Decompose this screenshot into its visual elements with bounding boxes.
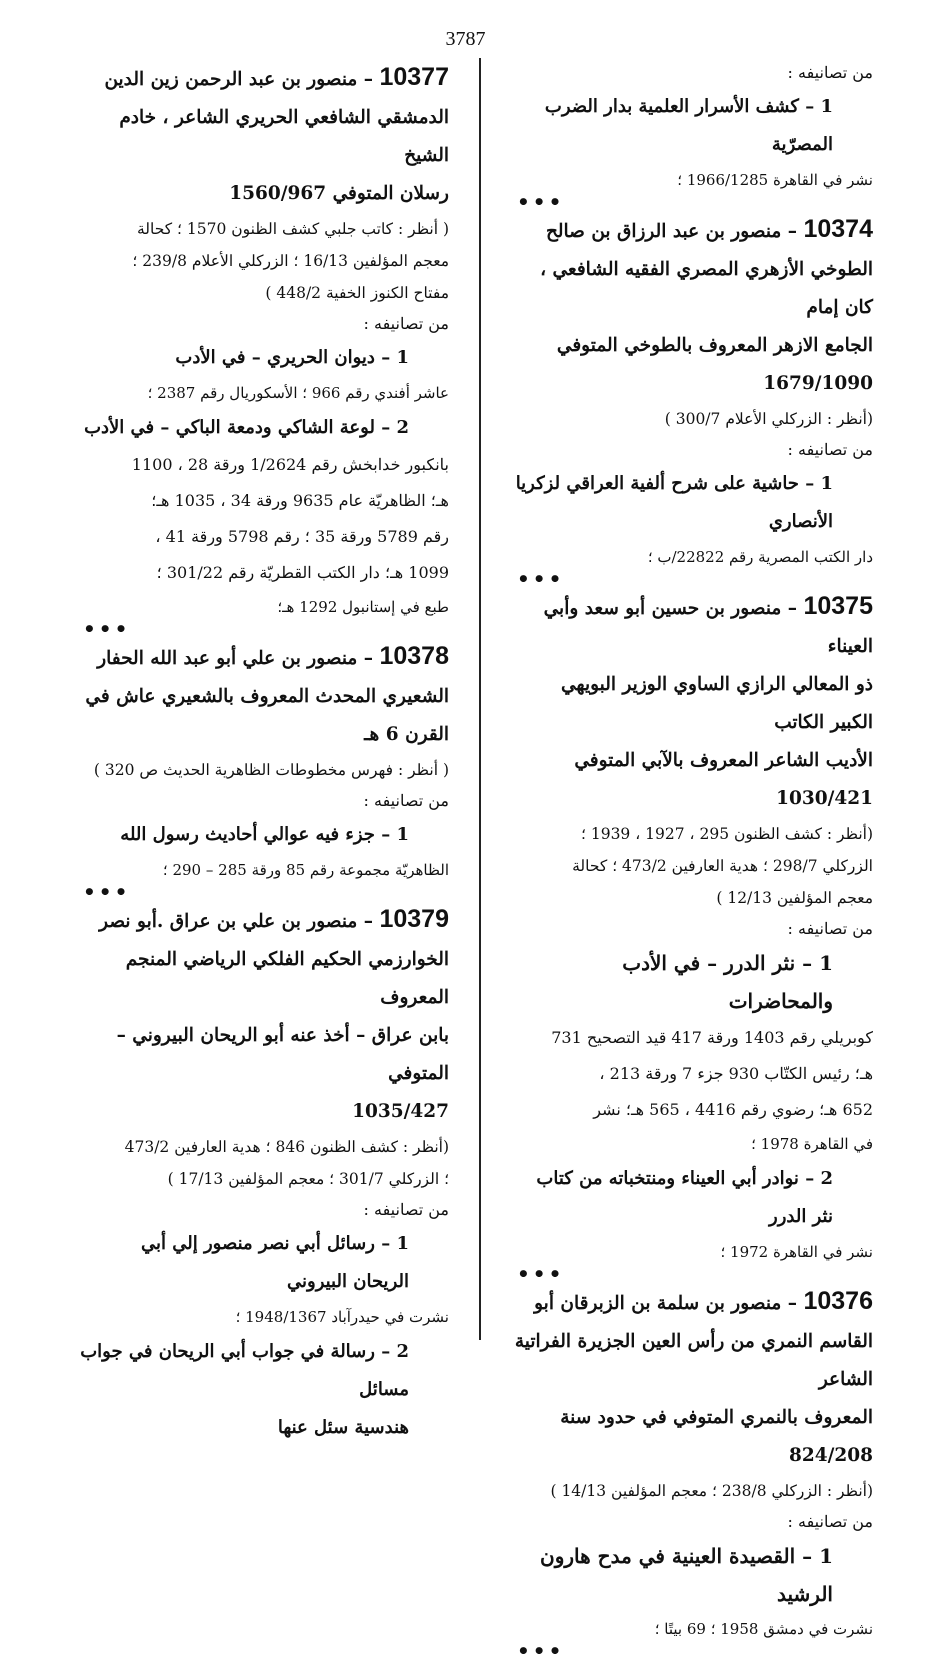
- entry-heading: [513, 1282, 873, 1323]
- entry-heading-line: الشعيري المحدث المعروف بالشعيري عاش في القرن 6 هـ: [85, 686, 449, 745]
- work-info: نشرت في حيدرآباد 1948/1367 ؛: [235, 1308, 449, 1326]
- entry-heading-line: المعروف بالنمري المتوفي في حدود سنة 824/208: [560, 1407, 873, 1466]
- entry-reference: ( أنظر : فهرس مخطوطات الظاهرية الحديث ص 320 ): [93, 761, 449, 779]
- entry-number: 10377: [379, 63, 449, 91]
- work-title: 2 – نوادر أبي العيناء ومنتخباته من كتاب نثر الدرر: [536, 1168, 833, 1227]
- entry-reference: (أنظر : الزركلي الأعلام 300/7 ): [664, 410, 873, 428]
- entry-reference: مفتاح الكنوز الخفية 448/2 ): [265, 284, 449, 302]
- works-label: من تصانيفه :: [787, 919, 873, 938]
- entry-10378: [79, 637, 449, 904]
- entry-heading-line: 1035/427: [352, 1101, 449, 1122]
- right-column: [513, 58, 873, 1663]
- separator-dots: •••: [83, 617, 131, 641]
- works-label: من تصانيفه :: [787, 440, 873, 459]
- work-info: دار الكتب المصرية رقم 22822/ب ؛: [647, 548, 873, 566]
- entry-heading-text: – منصور بن علي بن عراق .أبو نصر: [99, 911, 374, 932]
- entry-number: 10376: [803, 1287, 873, 1315]
- work-title: 1 – نثر الدرر – في الأدب والمحاضرات: [622, 951, 833, 1013]
- work-title: 1 – ديوان الحريري – في الأدب: [175, 347, 409, 368]
- column-divider: [479, 58, 481, 1340]
- entry-reference: ( أنظر : كاتب جلبي كشف الظنون 1570 ؛ كحالة: [136, 220, 449, 238]
- entry-reference: (أنظر : كشف الظنون 846 ؛ هدية العارفين 473/2: [124, 1138, 449, 1156]
- separator-dots: •••: [517, 567, 565, 591]
- entry-heading: [513, 210, 873, 251]
- work-info: بانكبور خدابخش رقم 1/2624 ورقة 28 ، 1100: [131, 455, 449, 474]
- entry-heading: [79, 637, 449, 678]
- entry-heading-line: بابن عراق – أخذ عنه أبو الريحان البيروني – المتوفي: [116, 1025, 449, 1084]
- entry-heading-line: القاسم النمري من رأس العين الجزيرة الفراتية الشاعر: [514, 1331, 873, 1390]
- separator-dots: •••: [83, 880, 131, 904]
- work-info: نشر في القاهرة 1972 ؛: [720, 1243, 873, 1261]
- work-info: نشرت في دمشق 1958 ؛ 69 بيتًا ؛: [654, 1620, 873, 1638]
- entry-heading-line: رسلان المتوفي 1560/967: [229, 183, 449, 204]
- entry-heading-text: – منصور بن سلمة بن الزبرقان أبو: [534, 1293, 798, 1314]
- works-label: من تصانيفه :: [363, 1200, 449, 1219]
- separator-dots: •••: [517, 190, 565, 214]
- entry-heading-text: – منصور بن علي أبو عبد الله الحفار: [97, 648, 374, 669]
- work-info: في القاهرة 1978 ؛: [751, 1135, 873, 1153]
- work-title: 1 – كشف الأسرار العلمية بدار الضرب المصرّية: [544, 96, 833, 155]
- work-info: 1099 هـ؛ دار الكتب القطريّة رقم 301/22 ؛: [156, 563, 449, 582]
- entry-heading: [79, 58, 449, 99]
- separator-dots: •••: [517, 1639, 565, 1663]
- entry-heading-line: الطوخي الأزهري المصري الفقيه الشافعي ، كان إمام: [540, 259, 873, 318]
- work-info: نشر في القاهرة 1966/1285 ؛: [677, 171, 873, 189]
- entry-heading-text: – منصور بن عبد الرحمن زين الدين: [104, 69, 374, 90]
- works-label: من تصانيفه :: [363, 314, 449, 333]
- entry-number: 10374: [803, 215, 873, 243]
- work-info: 652 هـ؛ رضوي رقم 4416 ، 565 هـ؛ نشر: [593, 1100, 873, 1119]
- entry-heading: [79, 900, 449, 941]
- work-title: 1 – جزء فيه عوالي أحاديث رسول الله: [120, 824, 409, 845]
- entry-number: 10379: [379, 905, 449, 933]
- entry-reference: معجم المؤلفين 12/13 ): [716, 889, 873, 907]
- work-title: 1 – رسائل أبي نصر منصور إلي أبي الريحان البيروني: [140, 1233, 409, 1292]
- entry-heading-line: الخوارزمي الحكيم الفلكي الرياضي المنجم المعروف: [125, 949, 449, 1008]
- work-title: 1 – حاشية على شرح ألفية العراقي لزكريا الأنصاري: [515, 473, 833, 532]
- entry-reference: (أنظر : الزركلي 238/8 ؛ معجم المؤلفين 14/13 ): [550, 1482, 873, 1500]
- entry-reference: ؛ الزركلي 301/7 ؛ معجم المؤلفين 17/13 ): [167, 1170, 449, 1188]
- work-info: كوبريلي رقم 1403 ورقة 417 قيد التصحيح 731: [551, 1028, 873, 1047]
- entry-heading: [513, 587, 873, 666]
- works-label: من تصانيفه :: [363, 791, 449, 810]
- entry-heading-text: – منصور بن حسين أبو سعد وأبي العيناء: [543, 598, 873, 657]
- work-title-line: هندسية سئل عنها: [277, 1417, 409, 1438]
- entry-heading-line: الجامع الازهر المعروف بالطوخي المتوفي 1679/1090: [556, 335, 873, 394]
- entry-heading-text: – منصور بن عبد الرزاق بن صالح: [545, 221, 798, 242]
- entry-reference: معجم المؤلفين 16/13 ؛ الزركلي الأعلام 239/8 ؛: [132, 252, 449, 270]
- entry-10376: [513, 1282, 873, 1663]
- entry-number: 10375: [803, 592, 873, 620]
- entry-heading-line: الأديب الشاعر المعروف بالآبي المتوفي 1030/421: [574, 750, 873, 809]
- entry-10374: [513, 210, 873, 591]
- work-title: 2 – رسالة في جواب أبي الريحان في جواب مسائل: [80, 1341, 409, 1400]
- work-info: رقم 5789 ورقة 35 ؛ رقم 5798 ورقة 41 ،: [155, 527, 449, 546]
- work-info: عاشر أفندي رقم 966 ؛ الأسكوريال رقم 2387 ؛: [147, 384, 449, 402]
- work-info: هـ؛ رئيس الكتّاب 930 جزء 7 ورقة 213 ،: [599, 1064, 873, 1083]
- separator-dots: •••: [517, 1262, 565, 1286]
- entry-10377: [79, 58, 449, 641]
- works-label: من تصانيفه :: [787, 1512, 873, 1531]
- work-info: الظاهريّة مجموعة رقم 85 ورقة 285 – 290 ؛: [162, 861, 449, 879]
- entry-heading-line: الدمشقي الشافعي الحريري الشاعر ، خادم الشيخ: [119, 107, 449, 166]
- entry-heading-line: ذو المعالي الرازي الساوي الوزير البويهي الكبير الكاتب: [561, 674, 873, 733]
- page-number: 3787: [445, 28, 486, 50]
- entry-10379: [79, 900, 449, 1447]
- work-title: 2 – لوعة الشاكي ودمعة الباكي – في الأدب: [84, 417, 409, 438]
- left-column: [79, 58, 449, 1447]
- entry-10375: [513, 587, 873, 1286]
- entry-reference: الزركلي 298/7 ؛ هدية العارفين 473/2 ؛ كحالة: [572, 857, 873, 875]
- work-title: 1 – القصيدة العينية في مدح هارون الرشيد: [540, 1544, 833, 1606]
- entry-reference: (أنظر : كشف الظنون 295 ، 1927 ، 1939 ؛: [580, 825, 873, 843]
- work-info: هـ؛ الظاهريّة عام 9635 ورقة 34 ، 1035 هـ؛: [151, 491, 449, 510]
- work-info: طبع في إستانبول 1292 هـ؛: [277, 598, 449, 616]
- works-label: من تصانيفه :: [787, 63, 873, 82]
- entry-number: 10378: [379, 642, 449, 670]
